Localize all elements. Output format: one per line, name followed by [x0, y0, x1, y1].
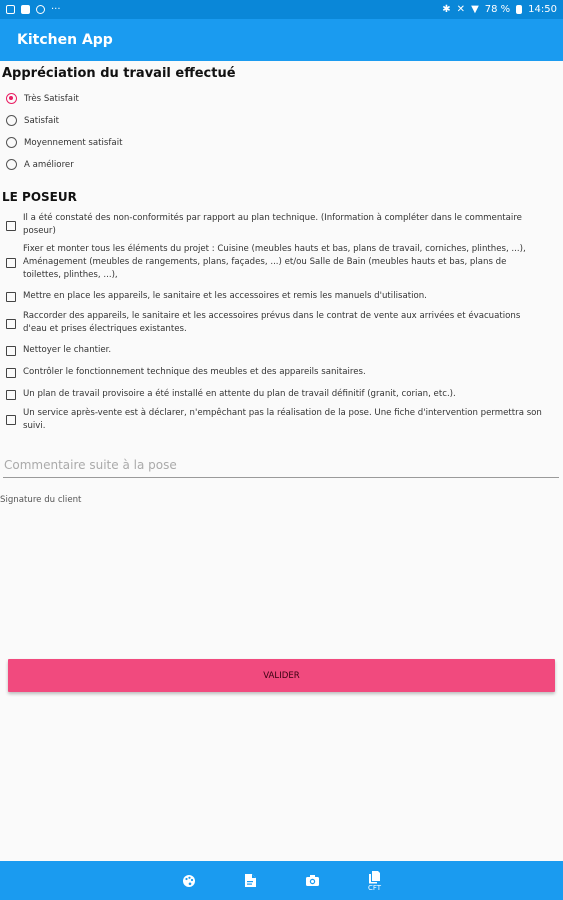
- bottom-navigation: [0, 861, 563, 900]
- radio-option-moyennement-satisfait[interactable]: [6, 137, 122, 150]
- radio-label: Satisfait: [24, 116, 60, 126]
- nav-palette[interactable]: [182, 874, 196, 888]
- app-bar: [0, 19, 563, 61]
- checkbox-item-service-apres-vente[interactable]: [6, 407, 543, 433]
- radio-option-satisfait[interactable]: [6, 115, 59, 128]
- checkbox[interactable]: [6, 292, 16, 302]
- status-right: [442, 4, 557, 15]
- gallery-notification-icon: [6, 5, 15, 14]
- radio-button[interactable]: [6, 115, 17, 126]
- document-icon: [244, 873, 257, 888]
- clock: 14:50: [528, 4, 557, 15]
- checkbox-label: Mettre en place les appareils, le sanitaire et les accessoires et remis les manuels d'utilisation.: [23, 291, 427, 301]
- checkbox[interactable]: [6, 415, 16, 425]
- palette-icon: [182, 874, 196, 888]
- radio-option-tres-satisfait[interactable]: [6, 93, 79, 106]
- poseur-title: LE POSEUR: [2, 190, 77, 204]
- validate-button[interactable]: [8, 659, 555, 692]
- file-copy-icon: [368, 870, 381, 884]
- status-left: [6, 4, 61, 15]
- nav-cft[interactable]: [368, 870, 381, 892]
- checkbox-item-plan-provisoire[interactable]: [6, 388, 543, 401]
- checkbox[interactable]: [6, 319, 16, 329]
- battery-level: 78 %: [484, 4, 511, 15]
- checkbox-item-appareils[interactable]: [6, 290, 543, 303]
- radio-button[interactable]: [6, 137, 17, 148]
- battery-icon: [516, 5, 522, 14]
- checkbox-label: Raccorder des appareils, le sanitaire et les accessoires prévus dans le contrat de vente aux arrivées et évacuations d'eau et prises électriques existantes.: [23, 311, 521, 334]
- radio-label: Très Satisfait: [24, 94, 79, 104]
- validate-button-label: VALIDER: [263, 670, 300, 681]
- radio-label: A améliorer: [24, 160, 74, 170]
- radio-option-a-ameliorer[interactable]: [6, 159, 74, 172]
- wifi-icon: ▼: [471, 4, 479, 15]
- checkbox[interactable]: [6, 258, 16, 268]
- nav-document[interactable]: [244, 873, 257, 888]
- checkbox[interactable]: [6, 390, 16, 400]
- mute-icon: ✕: [456, 4, 466, 15]
- checkbox-label: Fixer et monter tous les éléments du projet : Cuisine (meubles hauts et bas, plans de travail, corniches, plinthes, ...), Aménagement (meubles de rangements, plans, façades, ...) et/ou Salle de Bain (meubles hauts et bas, plans de toilettes, plinthes, ...),: [23, 244, 526, 280]
- radio-button[interactable]: [6, 159, 17, 170]
- checkbox-item-fixer-monter[interactable]: [6, 243, 543, 282]
- nav-camera[interactable]: [305, 874, 320, 887]
- checkbox[interactable]: [6, 221, 16, 231]
- checkbox-label: Un service après-vente est à déclarer, n'empêchant pas la réalisation de la pose. Une fiche d'intervention permettra son suivi.: [23, 408, 542, 431]
- more-notifications-indicator: ···: [51, 4, 61, 15]
- checkbox-item-raccorder[interactable]: [6, 310, 543, 336]
- checkbox-label: Nettoyer le chantier.: [23, 345, 112, 355]
- signature-pad[interactable]: [0, 509, 563, 649]
- checkbox-item-controler[interactable]: [6, 366, 543, 379]
- sync-notification-icon: [36, 5, 45, 14]
- camera-icon: [305, 874, 320, 887]
- comment-placeholder: Commentaire suite à la pose: [4, 457, 177, 472]
- signature-label: Signature du client: [0, 495, 82, 505]
- radio-button-checked[interactable]: [6, 93, 17, 104]
- app-title: Kitchen App: [17, 32, 113, 48]
- app-notification-icon: [21, 5, 30, 14]
- comment-input[interactable]: [3, 452, 559, 478]
- checkbox[interactable]: [6, 346, 16, 356]
- checkbox[interactable]: [6, 368, 16, 378]
- checkbox-label: Il a été constaté des non-conformités par rapport au plan technique. (Information à compléter dans le commentaire poseur): [23, 213, 522, 236]
- checkbox-label: Un plan de travail provisoire a été installé en attente du plan de travail définitif (granit, corian, etc.).: [23, 389, 456, 399]
- checkbox-item-non-conformites[interactable]: [6, 212, 543, 238]
- nav-cft-label: CFT: [367, 883, 382, 892]
- checkbox-item-nettoyer[interactable]: [6, 344, 543, 357]
- bluetooth-icon: ✱: [442, 4, 451, 15]
- checkbox-label: Contrôler le fonctionnement technique des meubles et des appareils sanitaires.: [23, 367, 366, 377]
- radio-label: Moyennement satisfait: [24, 138, 123, 148]
- status-bar: [0, 0, 563, 19]
- appreciation-title: Appréciation du travail effectué: [2, 66, 236, 81]
